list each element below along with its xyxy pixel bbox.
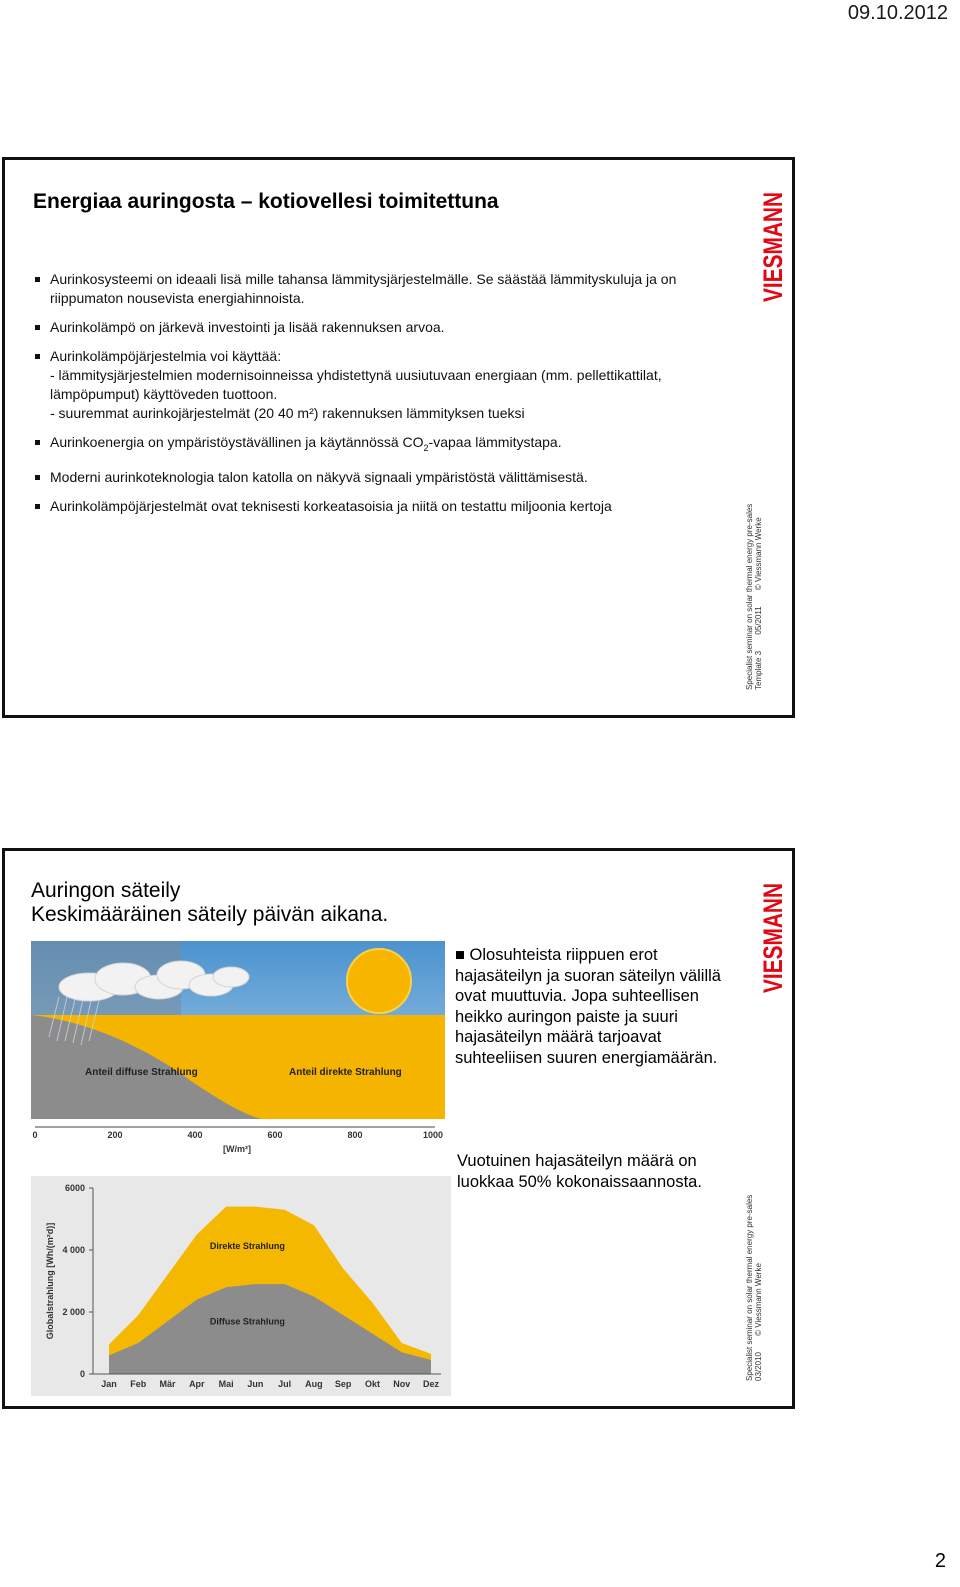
monthly-radiation-chart: [31, 1176, 451, 1396]
slide-1-bullets: [33, 270, 723, 516]
bullet-item: Aurinkolämpö on järkevä investointi ja lisää rakennuksen arvoa.: [33, 318, 723, 337]
slide-2-title: [31, 879, 388, 927]
axis-tick: 600: [267, 1130, 283, 1140]
footer-line-2: [754, 503, 763, 690]
slide-2-footer: [745, 1195, 763, 1381]
y-axis-label: Globalstrahlung [Wh/(m²d)]: [45, 1222, 55, 1340]
bullet-item-co2: [33, 433, 723, 458]
y-tick-label: 0: [79, 1369, 85, 1379]
x-tick-label: Jul: [278, 1379, 292, 1389]
chart-svg: [31, 1176, 451, 1396]
page-number: 2: [934, 1550, 946, 1572]
x-tick-label: Aug: [305, 1379, 323, 1389]
co2-subscript: 2: [423, 442, 429, 453]
slide-2-text-2: Vuotuinen hajasäteilyn määrä on luokkaa 50% kokonaissaannosta.: [457, 1152, 702, 1191]
slide-1-footer: [745, 503, 763, 690]
footer-date: 05/2011: [754, 606, 763, 635]
bullet-item: Aurinkolämpöjärjestelmät ovat teknisesti korkeatasoisia ja niitä on testattu miljoonia kertoja: [33, 497, 723, 516]
slide-2-title-line2: Keskimääräinen säteily päivän aikana.: [31, 903, 389, 926]
svg-text:VIESMANN: VIESMANN: [758, 883, 788, 993]
bullet-item: Aurinkosysteemi on ideaali lisä mille tahansa lämmitysjärjestelmälle. Se säästää lämmityskuluja ja on riippumaton nousevista energiahinnoista.: [33, 270, 723, 308]
footer-template: Template 3: [754, 650, 763, 690]
slide-2: [2, 848, 795, 1409]
x-tick-label: Mär: [159, 1379, 176, 1389]
x-tick-label: Dez: [422, 1379, 440, 1389]
slide-1-title: Energiaa auringosta – kotiovellesi toimitettuna: [33, 190, 499, 213]
sub-line: - lämmitysjärjestelmien modernisoinneissa yhdistettynä uusiutuvaan energiaan (mm. pellettikattilat, lämpöpumput) käyttöveden tuottoon.: [50, 367, 662, 402]
y-tick-label: 6000: [64, 1183, 85, 1193]
axis-tick: 1000: [422, 1130, 444, 1140]
bullet-item: Aurinkolämpöjärjestelmia voi käyttää:: [33, 347, 723, 366]
footer-line-2: [754, 1195, 763, 1381]
slide-2-text-1: ■ Olosuhteista riippuen erot hajasäteilyn ja suoran säteilyn välillä ovat muuttuvia. Jopa suhteellisen heikko auringon paiste ja suuri hajasäteilyn määrä tarjoavat suhteeliisen suuren energiamäärän.: [455, 946, 721, 1067]
slide-2-title-line1: Auringon säteily: [31, 879, 181, 902]
co2-text-after: -vapaa lämmitystapa.: [428, 434, 562, 450]
footer-date: 03/2010: [754, 1352, 763, 1381]
bullet-item: Moderni aurinkoteknologia talon katolla on näkyvä signaali ympäristöstä välittämisestä.: [33, 468, 723, 487]
x-tick-label: Nov: [393, 1379, 411, 1389]
x-tick-label: Apr: [189, 1379, 205, 1389]
viessmann-logo: [736, 883, 796, 1023]
y-tick-label: 4 000: [62, 1245, 85, 1255]
print-date: 09.10.2012: [847, 2, 948, 24]
axis-tick: 800: [347, 1130, 363, 1140]
axis-tick: 200: [107, 1130, 123, 1140]
sub-line: - suuremmat aurinkojärjestelmät (20 40 m²) rakennuksen lämmityksen tueksi: [50, 405, 525, 421]
axis-tick: 400: [187, 1130, 203, 1140]
label-diffuse: Anteil diffuse Strahlung: [85, 1067, 198, 1078]
axis-tick: 0: [32, 1130, 38, 1140]
y-tick-label: 2 000: [62, 1307, 85, 1317]
svg-text:VIESMANN: VIESMANN: [758, 192, 788, 302]
footer-line: Specialist seminar on solar thermal energy pre-sales: [745, 503, 754, 690]
x-tick-label: Mai: [218, 1379, 234, 1389]
x-tick-label: Jun: [247, 1379, 264, 1389]
radiation-illustration: [31, 941, 445, 1159]
x-tick-label: Sep: [334, 1379, 352, 1389]
x-tick-label: Feb: [130, 1379, 147, 1389]
x-tick-label: Okt: [364, 1379, 380, 1389]
series-label-diffuse: Diffuse Strahlung: [209, 1316, 285, 1327]
footer-copyright: © Viessmann Werke: [754, 1263, 763, 1336]
footer-line: Specialist seminar on solar thermal energy pre-sales: [745, 1194, 754, 1381]
label-direct: Anteil direkte Strahlung: [289, 1067, 402, 1078]
viessmann-logo: [736, 192, 796, 332]
axis-unit: [W/m²]: [223, 1144, 251, 1154]
x-tick-label: Jan: [101, 1379, 117, 1389]
series-label-direct: Direkte Strahlung: [209, 1241, 285, 1252]
footer-copyright: © Viessmann Werke: [754, 517, 763, 591]
co2-text-before: Aurinkoenergia on ympäristöystävällinen ja käytännössä CO: [50, 434, 424, 450]
slide-1: [2, 157, 795, 718]
